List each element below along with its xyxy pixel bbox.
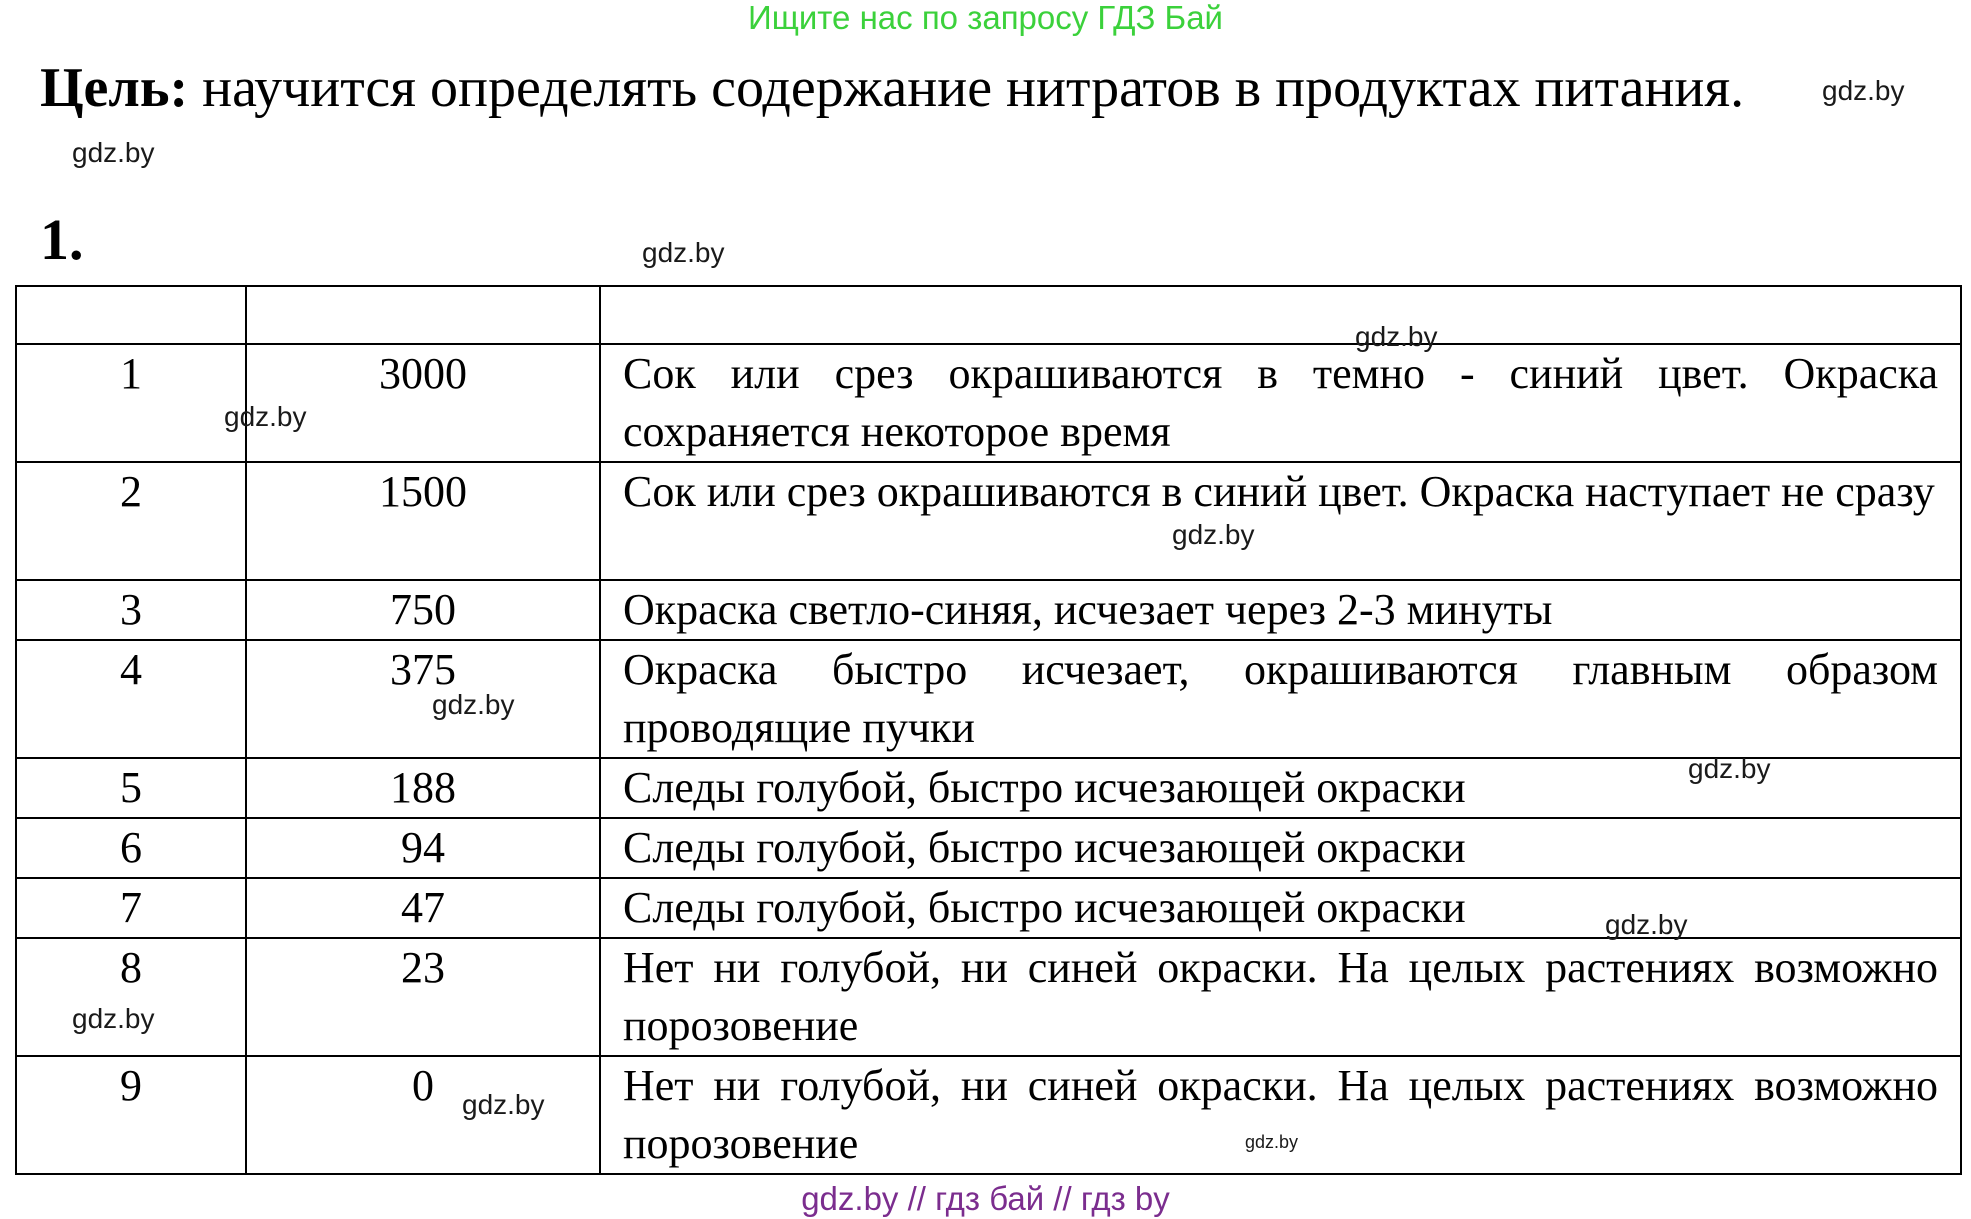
row-number: 1 — [16, 344, 246, 462]
reaction-description: Сок или срез окрашиваются в синий цвет. Окраска наступает не сразу — [600, 462, 1961, 580]
watermark: gdz.by — [432, 689, 515, 720]
reaction-description: Сок или срез окрашиваются в темно - синий цвет. Окраска сохраняется некоторое время — [600, 344, 1961, 462]
table-row — [16, 580, 1961, 640]
row-number: 8 — [16, 938, 246, 1056]
nitrate-value: 188 — [246, 758, 600, 818]
row-number: 2 — [16, 462, 246, 580]
table-row — [16, 1056, 1961, 1174]
watermark: gdz.by — [1245, 1132, 1299, 1152]
nitrate-value: 375 — [246, 640, 600, 758]
watermark: gdz.by — [1172, 519, 1255, 550]
reaction-description: Следы голубой, быстро исчезающей окраски — [600, 818, 1961, 878]
reaction-description: Нет ни голубой, ни синей окраски. На целых растениях возможно порозовение — [600, 938, 1961, 1056]
table-row — [16, 640, 1961, 758]
goal-text: научится определять содержание нитратов в продуктах питания. — [188, 57, 1745, 119]
nitrate-value: 3000 — [246, 344, 600, 462]
reaction-description: Следы голубой, быстро исчезающей окраски — [600, 758, 1961, 818]
table-header-cell — [600, 286, 1961, 344]
goal-label: Цель: — [40, 57, 189, 119]
row-number: 6 — [16, 818, 246, 878]
row-number: 9 — [16, 1056, 246, 1174]
row-number: 5 — [16, 758, 246, 818]
table-row — [16, 818, 1961, 878]
reaction-description: Окраска светло-синяя, исчезает через 2-3 минуты — [600, 580, 1961, 640]
watermark: gdz.by — [224, 401, 307, 432]
table-row — [16, 758, 1961, 818]
nitrate-value: 94 — [246, 818, 600, 878]
watermark: gdz.by — [72, 137, 155, 168]
nitrate-value: 0 — [246, 1056, 600, 1174]
table-header-cell — [16, 286, 246, 344]
table-row — [16, 344, 1961, 462]
nitrate-table — [15, 285, 1962, 1175]
goal-statement — [40, 58, 1744, 118]
nitrate-value: 750 — [246, 580, 600, 640]
watermark: gdz.by — [462, 1089, 545, 1120]
nitrate-value: 47 — [246, 878, 600, 938]
reaction-description: Окраска быстро исчезает, окрашиваются главным образом проводящие пучки — [600, 640, 1961, 758]
watermark: gdz.by — [72, 1003, 155, 1034]
watermark: gdz.by — [1688, 753, 1771, 784]
nitrate-value: 1500 — [246, 462, 600, 580]
watermark: gdz.by — [1355, 321, 1438, 352]
watermark: gdz.by — [1822, 75, 1905, 106]
reaction-description: Следы голубой, быстро исчезающей окраски — [600, 878, 1961, 938]
watermark: gdz.by — [1605, 909, 1688, 940]
reaction-description: Нет ни голубой, ни синей окраски. На целых растениях возможно порозовение — [600, 1056, 1961, 1174]
task-number: 1. — [40, 207, 84, 272]
footer-links[interactable]: gdz.by // гдз бай // гдз by — [801, 1180, 1170, 1217]
row-number: 4 — [16, 640, 246, 758]
table-row — [16, 938, 1961, 1056]
table-row — [16, 462, 1961, 580]
table-header-cell — [246, 286, 600, 344]
table-header-row — [16, 286, 1961, 344]
row-number: 3 — [16, 580, 246, 640]
nitrate-value: 23 — [246, 938, 600, 1056]
watermark: gdz.by — [642, 237, 725, 268]
row-number: 7 — [16, 878, 246, 938]
header-ad-link[interactable]: Ищите нас по запросу ГДЗ Бай — [748, 0, 1223, 36]
